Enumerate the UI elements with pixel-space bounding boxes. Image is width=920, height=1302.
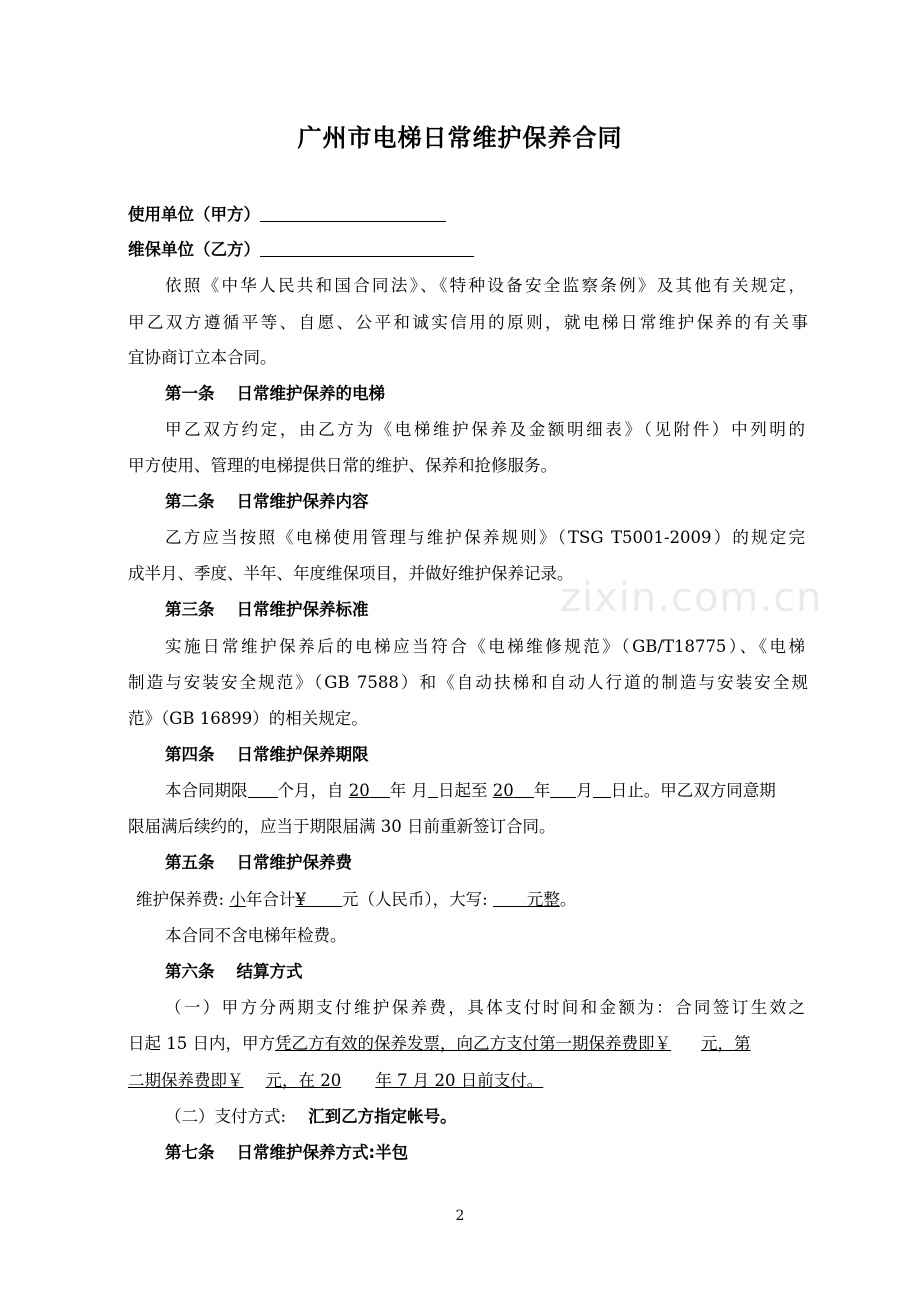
article-6-p1-line-2 <box>128 1032 808 1056</box>
party-b-label: 维保单位（乙方） <box>128 240 260 259</box>
fee-currency: ¥ <box>295 890 306 909</box>
payment-method-value: 汇到乙方指定帐号。 <box>308 1107 457 1126</box>
intro-line-2: 甲乙双方遵循平等、自愿、公平和诚实信用的原则，就电梯日常维护保养的有关事 <box>128 313 808 332</box>
article-6-number: 第六条 <box>165 962 215 981</box>
page-number: 2 <box>455 1208 465 1224</box>
payment-second-underlined <box>128 1071 543 1090</box>
fee-total-label: 年合计 <box>245 890 296 909</box>
article-4-line-2: 限届满后续约的，应当于期限届满 30 日前重新签订合同。 <box>128 817 556 836</box>
term-text-c: 年 月 <box>389 781 428 800</box>
payment-first-text: 凭乙方有效的保养发票，向乙方支付第一期保养费即￥ <box>275 1034 671 1053</box>
end-year-blank <box>514 779 534 798</box>
article-2-number: 第二条 <box>165 492 215 511</box>
article-4-number: 第四条 <box>165 745 215 764</box>
term-text-b: 个月，自 <box>277 781 344 800</box>
end-month-blank <box>550 779 576 798</box>
term-months-blank <box>248 779 278 798</box>
end-day-blank <box>593 779 611 798</box>
article-4-title: 日常维护保养期限 <box>236 745 369 764</box>
article-6-p1-line-1: （一）甲方分两期支付维护保养费，具体支付时间和金额为：合同签订生效之 <box>165 998 805 1017</box>
article-5-number: 第五条 <box>165 853 215 872</box>
article-1-title: 日常维护保养的电梯 <box>236 384 385 403</box>
fee-capital-blank <box>493 888 527 907</box>
article-4-heading <box>165 743 805 767</box>
start-year-blank <box>370 779 390 798</box>
payment-second-year: 元，在 20 <box>265 1071 342 1090</box>
payment-first-underlined <box>275 1034 751 1053</box>
article-1-line-2: 甲方使用、管理的电梯提供日常的维护、保养和抢修服务。 <box>128 456 557 475</box>
party-a-blank <box>260 203 446 222</box>
article-4-line-1 <box>165 779 805 803</box>
term-text-g: 日止。甲乙双方同意期 <box>610 781 776 800</box>
payment-first-intro: 日起 15 日内，甲方 <box>128 1034 275 1053</box>
term-text-d: 日起至 <box>438 781 488 800</box>
article-3-line-3: 范》（GB 16899）的相关规定。 <box>128 709 368 728</box>
article-3-number: 第三条 <box>165 600 215 619</box>
watermark-text: zixin.com.cn <box>560 575 823 621</box>
article-5-note: 本合同不含电梯年检费。 <box>165 926 347 945</box>
article-1-number: 第一条 <box>165 384 215 403</box>
payment-second-date: 年 7 月 20 日前支付。 <box>375 1071 544 1090</box>
payment-method-label: （二）支付方式: <box>165 1107 287 1126</box>
party-a-label: 使用单位（甲方） <box>128 205 260 224</box>
fee-period-small: 小 <box>229 890 246 909</box>
article-7-value: 半包 <box>375 1143 409 1162</box>
article-1-heading <box>165 382 805 406</box>
article-3-line-2: 制造与安装安全规范》（GB 7588）和《自动扶梯和自动人行道的制造与安装安全规 <box>128 673 808 692</box>
article-2-title: 日常维护保养内容 <box>236 492 369 511</box>
end-year: 20 <box>492 781 514 800</box>
article-7-title: 日常维护保养方式: <box>236 1143 376 1162</box>
payment-second-text: 二期保养费即￥ <box>128 1071 244 1090</box>
article-6-p1-line-3 <box>128 1069 808 1093</box>
fee-capital-unit: 元整 <box>526 890 560 909</box>
party-a-line <box>128 203 808 227</box>
article-3-line-1: 实施日常维护保养后的电梯应当符合《电梯维修规范》（GB/T18775）、《电梯 <box>165 637 805 656</box>
article-2-line-1: 乙方应当按照《电梯使用管理与维护保养规则》（TSG T5001-2009）的规定完 <box>165 528 805 547</box>
document-title: 广州市电梯日常维护保养合同 <box>297 124 623 152</box>
article-6-p2 <box>165 1105 805 1129</box>
party-b-line <box>128 238 808 262</box>
article-3-title: 日常维护保养标准 <box>236 600 369 619</box>
start-day-blank <box>428 779 438 798</box>
article-7-heading <box>165 1141 805 1165</box>
fee-label: 维护保养费: <box>136 890 225 909</box>
intro-line-3: 宜协商订立本合同。 <box>128 348 277 367</box>
party-b-blank <box>260 238 474 257</box>
article-5-heading <box>165 851 805 875</box>
intro-line-1: 依照《中华人民共和国合同法》、《特种设备安全监察条例》及其他有关规定， <box>165 276 805 295</box>
fee-rmb-label: 元（人民币），大写: <box>341 890 488 909</box>
term-text-e: 年 <box>533 781 551 800</box>
fee-amount-blank <box>306 888 342 907</box>
article-6-heading <box>165 960 805 984</box>
article-1-line-1: 甲乙双方约定，由乙方为《电梯维护保养及金额明细表》（见附件）中列明的 <box>165 420 805 439</box>
payment-first-unit: 元，第 <box>701 1034 751 1053</box>
start-year: 20 <box>348 781 370 800</box>
term-text-f: 月 <box>576 781 593 800</box>
article-7-number: 第七条 <box>165 1143 215 1162</box>
article-2-heading <box>165 490 805 514</box>
article-5-title: 日常维护保养费 <box>236 853 352 872</box>
article-2-line-2: 成半月、季度、半年、年度维保项目，并做好维护保养记录。 <box>128 564 574 583</box>
term-text-a: 本合同期限 <box>165 781 248 800</box>
article-6-title: 结算方式 <box>236 962 303 981</box>
fee-period: 。 <box>559 890 577 909</box>
article-5-fee-line <box>136 888 816 912</box>
